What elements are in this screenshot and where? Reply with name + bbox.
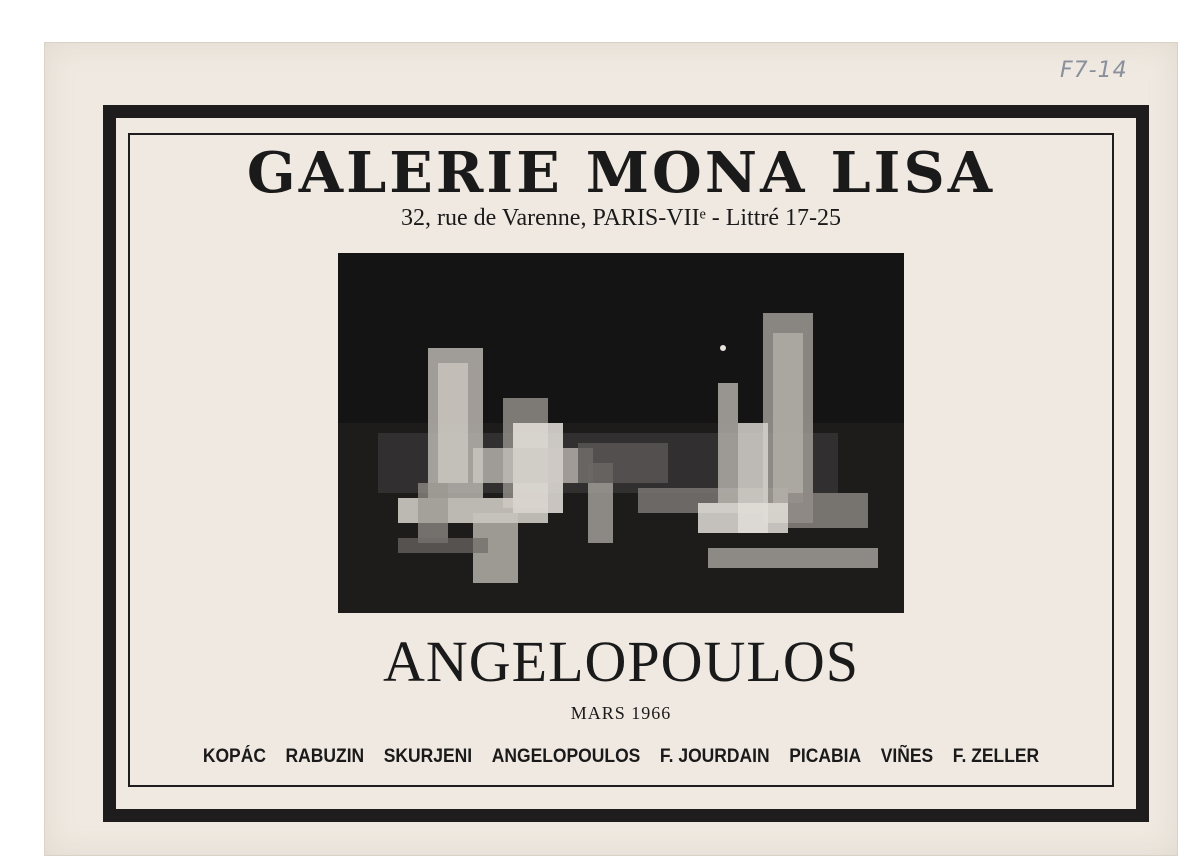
artist-list-item: KOPÁC: [202, 746, 266, 767]
artist-list-item: SKURJENI: [383, 746, 473, 767]
artist-name: ANGELOPOULOS: [383, 629, 859, 694]
exhibition-date: MARS 1966: [570, 703, 672, 723]
featured-artists-list: [167, 746, 1074, 768]
artist-list-item: PICABIA: [789, 746, 862, 767]
handwritten-annotation: F7-14: [1060, 58, 1128, 83]
artist-list-item: VIÑES: [880, 746, 934, 767]
gallery-address: 32, rue de Varenne, PARIS-VIIᵉ - Littré 17-25: [400, 205, 842, 231]
gallery-name: GALERIE MONA LISA: [246, 140, 996, 206]
artist-list-item: ANGELOPOULOS: [491, 746, 641, 767]
artist-list-item: F. JOURDAIN: [659, 746, 770, 767]
abstract-painting: [338, 253, 904, 613]
artist-list-item: RABUZIN: [285, 746, 365, 767]
artwork-image: [338, 253, 904, 613]
artist-list-item: F. ZELLER: [952, 746, 1040, 767]
